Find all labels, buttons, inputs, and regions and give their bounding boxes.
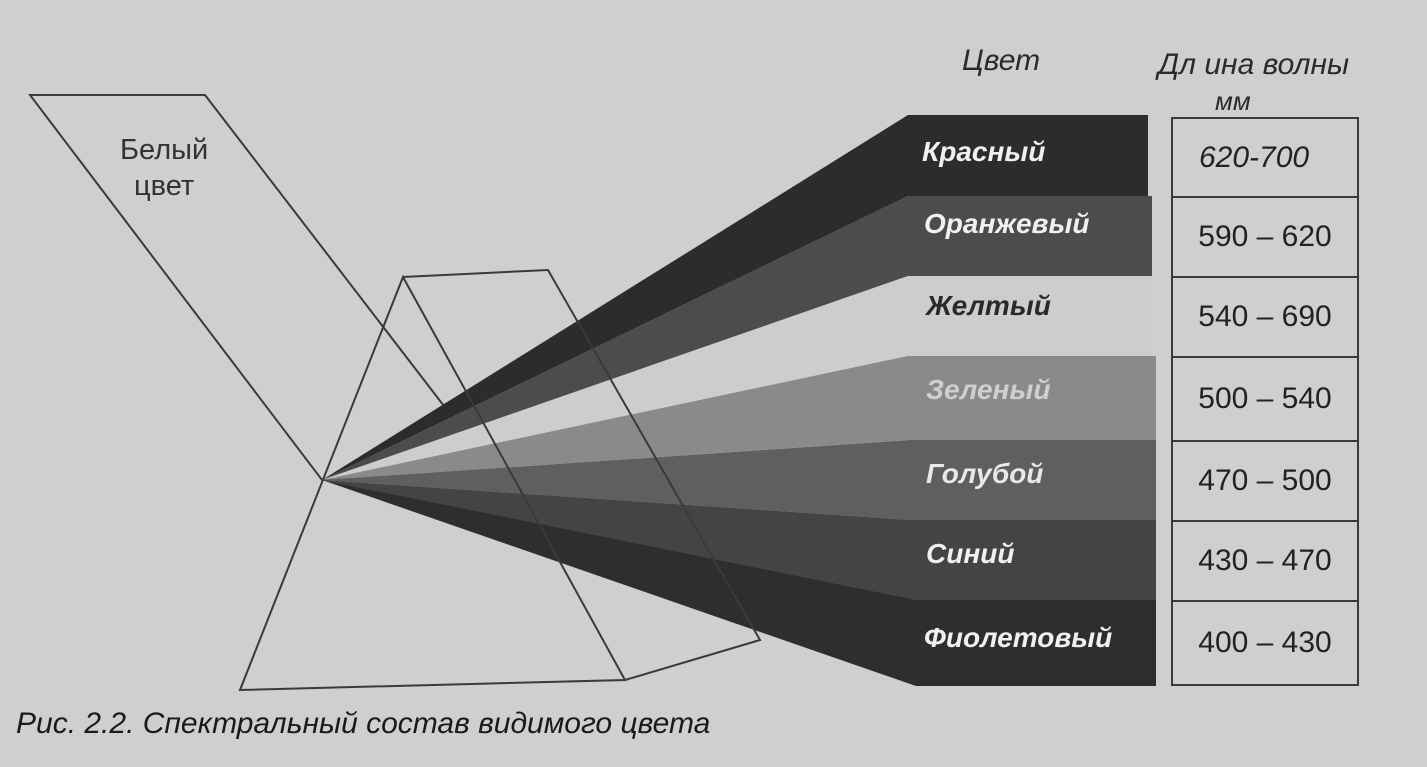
wavelength-unit-label: мм — [1215, 86, 1251, 116]
spectrum-color-label: Зеленый — [926, 374, 1051, 405]
wavelength-cell: 430 – 470 — [1171, 520, 1359, 602]
white-light-label-line2: цвет — [134, 170, 195, 202]
spectrum-color-label: Красный — [922, 136, 1046, 167]
spectrum-color-label: Голубой — [926, 458, 1044, 489]
wavelength-cell: 400 – 430 — [1171, 600, 1359, 686]
wavelength-cell: 590 – 620 — [1171, 196, 1359, 278]
wavelength-cell: 470 – 500 — [1171, 440, 1359, 522]
white-light-label — [120, 132, 208, 204]
spectrum-color-label: Желтый — [926, 290, 1051, 321]
wavelength-column-header: Дл ина волны — [1158, 48, 1350, 81]
white-light-label-line1: Белый — [120, 134, 209, 166]
spectrum-color-label: Фиолетовый — [924, 622, 1113, 653]
color-column-header: Цвет — [962, 44, 1041, 77]
spectrum-color-label: Оранжевый — [924, 208, 1090, 239]
wavelength-cell: 500 – 540 — [1171, 356, 1359, 442]
spectrum-color-label: Синий — [926, 538, 1015, 569]
wavelength-cell: 540 – 690 — [1171, 276, 1359, 358]
figure-caption: Рис. 2.2. Спектральный состав видимого цвета — [16, 707, 711, 740]
wavelength-cell: 620-700 — [1171, 117, 1359, 198]
